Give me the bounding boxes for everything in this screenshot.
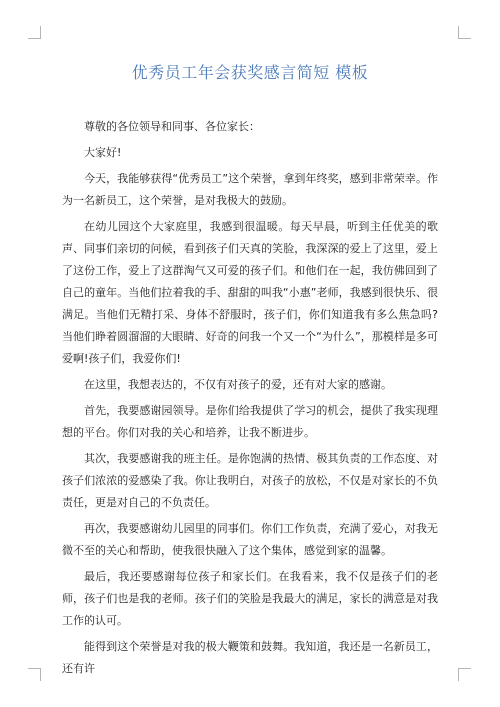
crop-mark-bottom-right <box>458 668 471 681</box>
paragraph: 最后，我还要感谢每位孩子和家长们。在我看来，我不仅是孩子们的老师，孩子们也是我的老师。孩子们的笑脸是我最大的满足，家长的满意是对我工作的认可。 <box>62 570 438 627</box>
paragraph-greeting: 大家好! <box>84 146 122 159</box>
salutation: 尊敬的各位领导和同事、各位家长： <box>84 120 260 133</box>
paragraph: 在幼儿园这个大家庭里，我感到很温暖。每天早晨，听到主任优美的歌声、同事们亲切的问候，看到孩子们天真的笑脸，我深深的爱上了这里，爱上了这份工作，爱上了这群淘气又可爱的孩子们。和他们在一起，我仿佛回到了自己的童年。当他们拉着我的手、甜甜的叫我“小惠”老师，我感到很快乐、很满足。当他们无精打采、身体不舒服时，孩子们，你们知道我有多么焦急吗?当他们睁着圆溜溜的大眼睛、好奇的问我一个又一个“为什么”，那模样是多可爱啊!孩子们，我爱你们! <box>62 220 438 365</box>
paragraph: 在这里，我想表达的，不仅有对孩子的爱，还有对大家的感谢。 <box>84 378 392 391</box>
crop-mark-top-left <box>28 26 41 39</box>
crop-mark-top-right <box>458 26 471 39</box>
paragraph: 能得到这个荣誉是对我的极大鞭策和鼓舞。我知道，我还是一名新员工，还有许 <box>62 640 438 675</box>
paragraph: 再次，我要感谢幼儿园里的同事们。你们工作负责，充满了爱心，对我无微不至的关心和帮助，使我很快融入了这个集体，感觉到家的温馨。 <box>62 522 438 557</box>
document-body <box>62 116 438 684</box>
paragraph: 首先，我要感谢园领导。是你们给我提供了学习的机会，提供了我实现理想的平台。你们对我的关心和培养，让我不断进步。 <box>62 404 438 439</box>
document-title: 优秀员工年会获奖感言简短 模板 <box>131 63 369 82</box>
paragraph: 其次，我要感谢我的班主任。是你饱满的热情、极其负责的工作态度、对孩子们浓浓的爱感染了我。你让我明白，对孩子的放松，不仅是对家长的不负责任，更是对自己的不负责任。 <box>62 452 438 509</box>
paragraph: 今天，我能够获得“优秀员工”这个荣誉，拿到年终奖，感到非常荣幸。作为一名新员工，这个荣誉，是对我极大的鼓励。 <box>62 172 438 207</box>
crop-mark-bottom-left <box>28 668 41 681</box>
